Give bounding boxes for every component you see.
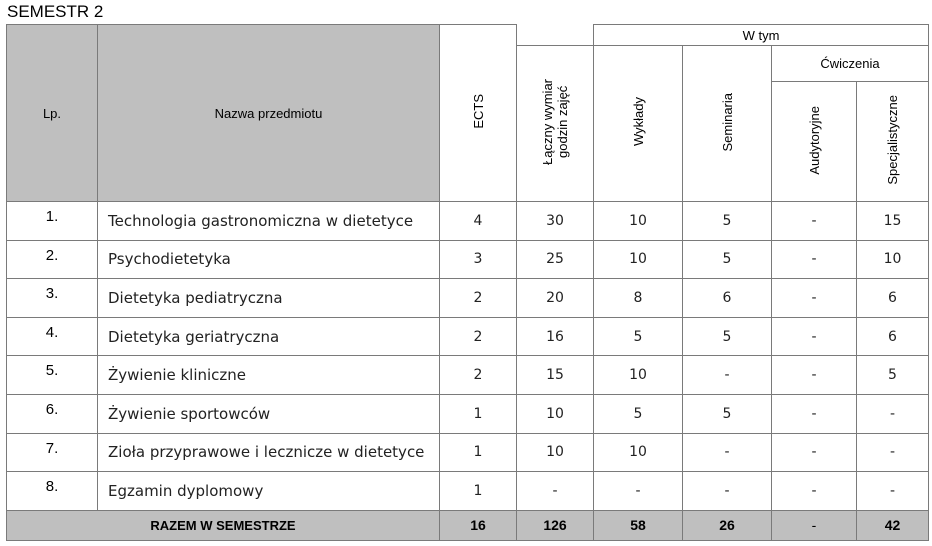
row-seminaria: 5 [683,240,772,279]
row-subject-name: Technologia gastronomiczna w dietetyce [98,202,440,241]
header-cwiczenia: Ćwiczenia [772,46,929,82]
header-total-hours-line1: Łączny wymiar [540,79,555,165]
row-wyklady: - [594,472,683,511]
row-wyklady: 10 [594,240,683,279]
row-lp: 1. [7,202,98,241]
row-seminaria: - [683,472,772,511]
row-wyklady: 10 [594,433,683,472]
row-specjalistyczne: 5 [857,356,929,395]
row-seminaria: 6 [683,279,772,318]
row-audytoryjne: - [772,356,857,395]
row-wyklady: 10 [594,202,683,241]
row-specjalistyczne: - [857,394,929,433]
row-wyklady: 10 [594,356,683,395]
summary-ects: 16 [440,510,517,540]
header-specjalistyczne-text: Specjalistyczne [885,95,900,185]
header-wyklady [594,46,683,202]
row-total-hours: 10 [517,433,594,472]
row-lp: 7. [7,433,98,472]
row-total-hours: 25 [517,240,594,279]
row-ects: 2 [440,356,517,395]
row-subject-name: Żywienie kliniczne [98,356,440,395]
table-row [7,317,929,356]
header-total-hours-line2: godzin zajęć [555,85,570,159]
semester-table [6,24,929,541]
row-audytoryjne: - [772,279,857,318]
table-row [7,356,929,395]
row-subject-name: Żywienie sportowców [98,394,440,433]
table-row [7,472,929,511]
row-seminaria: 5 [683,202,772,241]
row-ects: 4 [440,202,517,241]
row-subject-name: Dietetyka geriatryczna [98,317,440,356]
header-name: Nazwa przedmiotu [98,25,440,202]
row-audytoryjne: - [772,317,857,356]
row-subject-name: Zioła przyprawowe i lecznicze w dietetyce [98,433,440,472]
row-audytoryjne: - [772,202,857,241]
row-seminaria: - [683,433,772,472]
header-specjalistyczne [857,82,929,202]
summary-label: RAZEM W SEMESTRZE [7,510,440,540]
row-audytoryjne: - [772,394,857,433]
row-ects: 1 [440,394,517,433]
row-subject-name: Dietetyka pediatryczna [98,279,440,318]
row-wyklady: 5 [594,317,683,356]
summary-seminaria: 26 [683,510,772,540]
row-seminaria: 5 [683,317,772,356]
row-seminaria: - [683,356,772,395]
row-lp: 6. [7,394,98,433]
row-specjalistyczne: - [857,472,929,511]
row-wyklady: 5 [594,394,683,433]
header-audytoryjne [772,82,857,202]
header-audytoryjne-text: Audytoryjne [806,105,822,175]
row-specjalistyczne: 6 [857,317,929,356]
row-seminaria: 5 [683,394,772,433]
row-ects: 1 [440,433,517,472]
row-specjalistyczne: 10 [857,240,929,279]
row-subject-name: Egzamin dyplomowy [98,472,440,511]
row-lp: 5. [7,356,98,395]
row-lp: 2. [7,240,98,279]
row-ects: 2 [440,317,517,356]
header-seminaria [683,46,772,202]
row-subject-name: Psychodietetyka [98,240,440,279]
row-specjalistyczne: - [857,433,929,472]
row-ects: 1 [440,472,517,511]
table-row [7,433,929,472]
row-wyklady: 8 [594,279,683,318]
row-total-hours: - [517,472,594,511]
row-specjalistyczne: 6 [857,279,929,318]
row-audytoryjne: - [772,472,857,511]
summary-audytoryjne: - [772,510,857,540]
row-audytoryjne: - [772,433,857,472]
row-total-hours: 16 [517,317,594,356]
row-lp: 3. [7,279,98,318]
table-row [7,202,929,241]
summary-specjalistyczne: 42 [857,510,929,540]
summary-total: 126 [517,510,594,540]
table-row [7,394,929,433]
row-total-hours: 30 [517,202,594,241]
header-ects [440,25,517,202]
header-ects-text: ECTS [470,94,486,129]
row-total-hours: 10 [517,394,594,433]
table-row [7,240,929,279]
row-total-hours: 15 [517,356,594,395]
header-lp: Lp. [7,25,98,202]
table-row [7,279,929,318]
row-audytoryjne: - [772,240,857,279]
row-total-hours: 20 [517,279,594,318]
row-ects: 3 [440,240,517,279]
header-seminaria-text: Seminaria [719,92,735,152]
row-lp: 4. [7,317,98,356]
page-title: SEMESTR 2 [7,2,104,21]
header-w-tym: W tym [594,25,929,46]
header-total-hours-text [540,79,570,165]
row-specjalistyczne: 15 [857,202,929,241]
row-ects: 2 [440,279,517,318]
header-total-hours [517,46,594,202]
header-wyklady-text: Wykłady [630,97,646,147]
summary-wyklady: 58 [594,510,683,540]
header-blank [517,25,594,46]
row-lp: 8. [7,472,98,511]
